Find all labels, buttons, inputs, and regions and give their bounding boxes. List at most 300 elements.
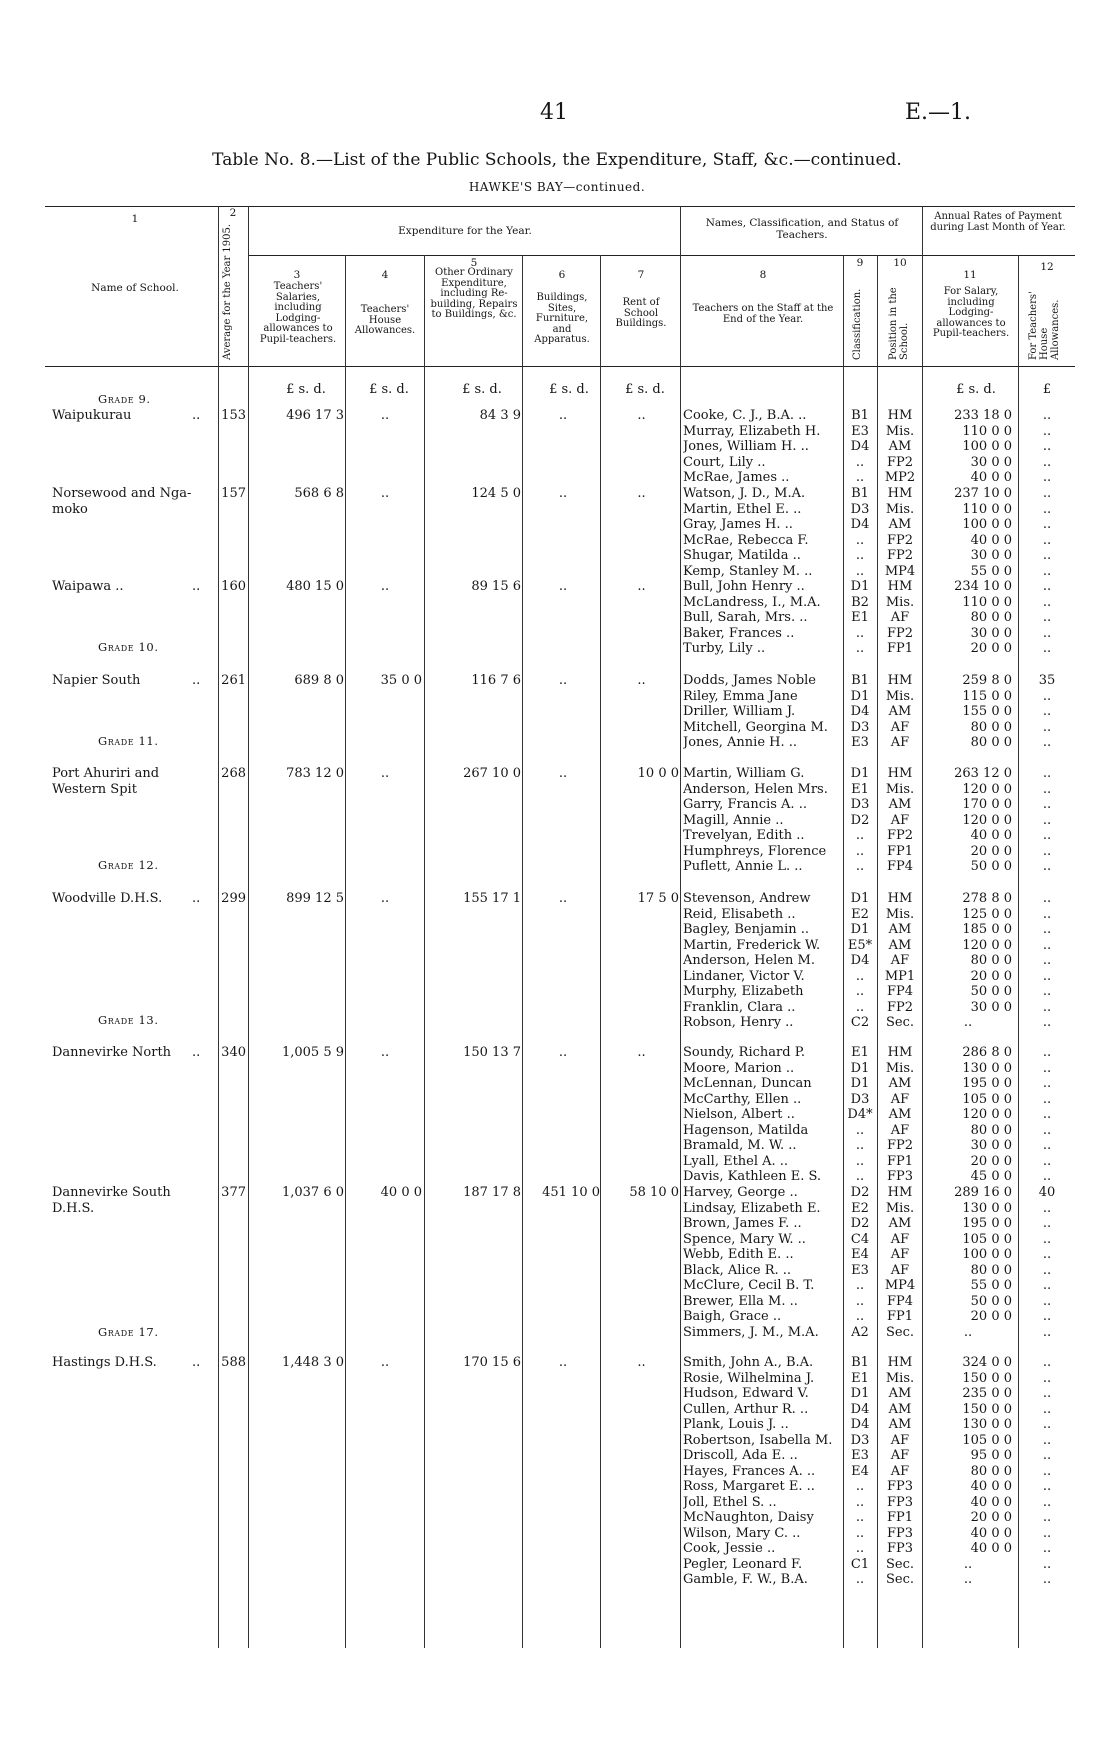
teacher-classification: .. [855,1510,865,1525]
teacher-name: McCarthy, Ellen .. [683,1091,802,1107]
teacher-house-rate: .. [1042,423,1052,439]
salaries-value: 783 12 0 [286,766,344,781]
teacher-name: Reid, Elisabeth .. [683,906,796,922]
house-allowance-value: .. [380,766,390,781]
teacher-house-rate: .. [1042,1169,1052,1184]
teacher-classification: E2 [851,906,869,922]
teacher-house-rate: .. [1042,486,1052,501]
col-num-4: 4 [381,269,389,281]
average-attendance: 340 [221,1045,246,1060]
teacher-salary-rate: 80 0 0 [970,1463,1012,1479]
teacher-classification: .. [855,859,865,874]
teacher-name: Robson, Henry .. [683,1015,794,1030]
teacher-classification: .. [855,843,865,859]
teacher-position: HM [887,766,913,781]
school-name: Woodville D.H.S. [52,891,163,906]
other-expenditure-value: 124 5 0 [471,486,521,501]
teacher-position: FP2 [886,1138,914,1153]
teacher-house-rate: .. [1042,937,1052,953]
teacher-name: McRae, James .. [683,470,790,485]
teacher-house-rate: .. [1042,1355,1052,1370]
teacher-position: HM [887,1185,913,1200]
teacher-position: HM [887,891,913,906]
teacher-house-rate: .. [1042,1572,1052,1587]
teacher-position: Mis. [885,1200,915,1216]
other-expenditure-value: 84 3 9 [479,408,521,423]
teacher-name: Pegler, Leonard F. [683,1556,803,1572]
teacher-salary-rate: 55 0 0 [970,563,1012,579]
teacher-name: Soundy, Richard P. [683,1045,805,1060]
teacher-position: AF [890,1247,910,1262]
teacher-position: FP1 [886,1153,914,1169]
teacher-position: FP2 [886,532,914,548]
teacher-house-rate: .. [1042,891,1052,906]
teacher-house-rate: .. [1042,1247,1052,1262]
teacher-classification: .. [855,1138,865,1153]
other-expenditure-value: 155 17 1 [463,891,521,906]
salaries-value: 899 12 5 [286,891,344,906]
teacher-classification: E5* [847,937,873,953]
teacher-name: Harvey, George .. [683,1185,798,1200]
teacher-name: Martin, Frederick W. [683,937,821,953]
teacher-name: McNaughton, Daisy [683,1510,814,1525]
teacher-classification: D4* [847,1107,873,1122]
teacher-salary-rate: 55 0 0 [970,1278,1012,1293]
header-top-rule [45,206,1075,207]
buildings-value: .. [558,1355,568,1370]
col-rule [248,206,249,1648]
teacher-classification: D4 [850,704,870,719]
teacher-position: MP1 [884,968,916,984]
teacher-salary-rate: 234 10 0 [954,579,1012,594]
teacher-name: Bull, John Henry .. [683,579,805,594]
teacher-name: Bull, Sarah, Mrs. .. [683,610,808,625]
house-allowance-value: .. [380,1355,390,1370]
teacher-classification: E3 [851,1448,869,1463]
grade-label: Grade 17. [98,1325,159,1339]
teacher-house-rate: .. [1042,610,1052,625]
teacher-name: Puflett, Annie L. .. [683,859,803,874]
grade-label: Grade 10. [98,640,159,654]
teacher-position: Sec. [885,1572,914,1587]
teacher-salary-rate: 45 0 0 [970,1169,1012,1184]
teacher-name: Hudson, Edward V. [683,1386,809,1401]
teacher-house-rate: .. [1042,1153,1052,1169]
teacher-house-rate: .. [1042,1401,1052,1417]
teacher-salary-rate: .. [963,1572,973,1587]
teacher-position: Mis. [885,688,915,704]
other-expenditure-value: 267 10 0 [463,766,521,781]
teacher-name: Baker, Frances .. [683,625,795,641]
rent-value: 17 5 0 [637,891,679,906]
teacher-name: Moore, Marion .. [683,1060,795,1076]
teacher-position: AF [890,1122,910,1138]
teacher-house-rate: .. [1042,1076,1052,1091]
col-num-6: 6 [558,269,566,281]
teacher-position: FP1 [886,1309,914,1324]
teacher-salary-rate: 105 0 0 [962,1091,1012,1107]
teacher-classification: C1 [850,1556,870,1572]
teacher-house-rate: .. [1042,1432,1052,1448]
teacher-name: Franklin, Clara .. [683,999,796,1015]
teacher-salary-rate: 50 0 0 [970,984,1012,999]
school-name-header: Name of School. [91,282,179,294]
average-attendance: 157 [221,486,246,501]
rent-value: .. [637,408,646,423]
teacher-position: AF [890,735,910,750]
teacher-salary-rate: 100 0 0 [962,439,1012,454]
teacher-classification: E4 [851,1247,869,1262]
teacher-house-rate: .. [1042,408,1052,423]
teacher-position: AF [890,812,910,828]
teacher-classification: .. [855,1293,865,1309]
teacher-salary-rate: 170 0 0 [962,797,1012,812]
buildings-value: .. [558,1045,568,1060]
teacher-salary-rate: 286 8 0 [962,1045,1012,1060]
buildings-value: .. [558,486,568,501]
teacher-salary-rate: 195 0 0 [962,1076,1012,1091]
teacher-house-rate: .. [1042,1045,1052,1060]
teacher-classification: D1 [850,688,870,704]
teacher-position: AM [888,797,912,812]
teacher-classification: D4 [850,1417,870,1432]
leader-dots: .. [192,891,201,906]
teacher-name: Bramald, M. W. .. [683,1138,797,1153]
teacher-salary-rate: 185 0 0 [962,922,1012,937]
teacher-house-rate: .. [1042,548,1052,563]
school-name: Norsewood and Nga- [52,486,192,501]
teacher-salary-rate: 233 18 0 [954,408,1012,423]
teacher-salary-rate: 40 0 0 [970,1494,1012,1510]
teacher-classification: .. [855,1169,865,1184]
teacher-name: Riley, Emma Jane [683,688,798,704]
teacher-position: AF [890,1262,910,1278]
teacher-house-rate: .. [1042,1091,1052,1107]
teacher-classification: A2 [851,1324,869,1340]
teacher-name: Spence, Mary W. .. [683,1231,806,1247]
staff-header: Names, Classification, and Status of Teachers. [705,217,899,241]
teacher-name: Brown, James F. .. [683,1216,802,1231]
teacher-salary-rate: .. [963,1015,973,1030]
house-allowance-value: 35 0 0 [380,673,422,688]
teacher-name: Driscoll, Ada E. .. [683,1448,798,1463]
teacher-name: Jones, Annie H. .. [683,735,798,750]
teacher-salary-rate: 40 0 0 [970,1479,1012,1494]
teacher-salary-rate: 40 0 0 [970,1541,1012,1556]
col-num-2: 2 [229,207,237,219]
teacher-classification: D2 [850,812,870,828]
other-expenditure-value: 89 15 6 [471,579,521,594]
teacher-name: Simmers, J. M., M.A. [683,1324,819,1340]
teacher-salary-rate: 105 0 0 [962,1432,1012,1448]
teacher-salary-rate: 50 0 0 [970,1293,1012,1309]
teacher-house-rate: .. [1042,1556,1052,1572]
teacher-name: Driller, William J. [683,704,796,719]
teacher-position: FP1 [886,843,914,859]
teacher-classification: .. [855,470,865,485]
teacher-name: Court, Lily .. [683,454,766,470]
teacher-name: Black, Alice R. .. [683,1262,792,1278]
teacher-classification: .. [855,984,865,999]
teacher-salary-rate: 237 10 0 [954,486,1012,501]
teacher-house-rate: .. [1042,1510,1052,1525]
teacher-salary-rate: 80 0 0 [970,735,1012,750]
salaries-value: 568 6 8 [294,486,344,501]
teacher-classification: D1 [850,1060,870,1076]
teacher-house-rate: .. [1042,704,1052,719]
buildings-value: .. [558,766,568,781]
teacher-classification: .. [855,828,865,843]
teacher-house-rate: .. [1042,1324,1052,1340]
school-name-cont: moko [52,501,88,517]
school-name: Dannevirke North [52,1045,172,1060]
col-num-3: 3 [293,269,301,281]
teacher-name: Joll, Ethel S. .. [683,1494,777,1510]
school-name: Waipawa .. [52,579,124,594]
teacher-name: Martin, Ethel E. .. [683,501,802,517]
teacher-position: AM [888,1107,912,1122]
teacher-position: AF [890,1231,910,1247]
teacher-classification: D1 [850,891,870,906]
teacher-salary-rate: 20 0 0 [970,843,1012,859]
teacher-classification: .. [855,1309,865,1324]
teacher-position: Mis. [885,501,915,517]
teacher-name: McLandress, I., M.A. [683,594,821,610]
teacher-salary-rate: 30 0 0 [970,625,1012,641]
teacher-position: FP2 [886,828,914,843]
teacher-salary-rate: 30 0 0 [970,454,1012,470]
house-allowance-value: .. [380,579,390,594]
teacher-position: Sec. [885,1556,914,1572]
teacher-classification: B1 [851,486,869,501]
teacher-house-rate: .. [1042,1541,1052,1556]
teacher-position: HM [887,579,913,594]
teacher-classification: D4 [850,1401,870,1417]
teacher-salary-rate: 110 0 0 [962,594,1012,610]
teacher-classification: .. [855,968,865,984]
teacher-position: HM [887,1355,913,1370]
teacher-name: Webb, Edith E. .. [683,1247,794,1262]
school-name-cont: Western Spit [52,781,137,797]
teacher-name: Ross, Margaret E. .. [683,1479,815,1494]
teacher-position: AM [888,922,912,937]
teacher-house-rate: 40 [1038,1185,1056,1200]
teacher-position: AF [890,1448,910,1463]
teacher-house-rate: .. [1042,1417,1052,1432]
teacher-salary-rate: 30 0 0 [970,1138,1012,1153]
teacher-salary-rate: 120 0 0 [962,812,1012,828]
teacher-house-rate: .. [1042,797,1052,812]
teacher-name: Dodds, James Noble [683,673,816,688]
salaries-value: 1,037 6 0 [281,1185,344,1200]
teacher-house-rate: .. [1042,470,1052,485]
teacher-house-rate: .. [1042,625,1052,641]
leader-dots: .. [192,1045,201,1060]
teacher-classification: .. [855,641,865,656]
col-rule [843,255,844,1648]
teacher-house-rate: .. [1042,439,1052,454]
rent-value: .. [637,486,646,501]
teacher-salary-rate: 100 0 0 [962,1247,1012,1262]
teacher-classification: B1 [851,673,869,688]
teacher-name: Lindaner, Victor V. [683,968,805,984]
leader-dots: .. [192,408,201,423]
teacher-salary-rate: 40 0 0 [970,1525,1012,1541]
school-name: Napier South [52,673,141,688]
teacher-house-rate: .. [1042,1370,1052,1386]
teacher-house-rate: .. [1042,766,1052,781]
leader-dots: .. [192,579,201,594]
expenditure-subrule [248,255,680,256]
rent-value: .. [637,579,646,594]
teacher-classification: D1 [850,579,870,594]
teacher-house-rate: .. [1042,688,1052,704]
teacher-name: Anderson, Helen M. [683,953,815,968]
teacher-salary-rate: 80 0 0 [970,1262,1012,1278]
teacher-salary-rate: 30 0 0 [970,548,1012,563]
teacher-classification: .. [855,1525,865,1541]
unit-buildings: £ s. d. [549,382,589,397]
teacher-classification: D3 [850,719,870,735]
rent-value: .. [637,1045,646,1060]
house-allowance-value: .. [380,891,390,906]
teacher-salary-rate: 115 0 0 [962,688,1012,704]
teacher-classification: B1 [851,408,869,423]
teacher-house-rate: .. [1042,1525,1052,1541]
col-rule [680,206,681,1648]
rent-value: 58 10 0 [629,1185,679,1200]
teacher-name: McLennan, Duncan [683,1076,812,1091]
teacher-position: AF [890,610,910,625]
grade-label: Grade 9. [98,392,151,406]
teacher-house-rate: .. [1042,454,1052,470]
teacher-classification: D3 [850,1091,870,1107]
teacher-salary-rate: 110 0 0 [962,423,1012,439]
teacher-name: Robertson, Isabella M. [683,1432,833,1448]
teacher-name: Davis, Kathleen E. S. [683,1169,822,1184]
teacher-position: FP3 [886,1479,914,1494]
teacher-salary-rate: 130 0 0 [962,1060,1012,1076]
teacher-position: HM [887,1045,913,1060]
teacher-position: AF [890,1432,910,1448]
teacher-house-rate: .. [1042,719,1052,735]
col-num-12: 12 [1040,261,1054,273]
teacher-name: Jones, William H. .. [683,439,809,454]
teacher-classification: .. [855,454,865,470]
house-allowance-value: .. [380,1045,390,1060]
teacher-salary-rate: 40 0 0 [970,532,1012,548]
teacher-position: FP3 [886,1169,914,1184]
average-attendance: 268 [221,766,246,781]
teacher-name: Stevenson, Andrew [683,891,811,906]
average-attendance: 153 [221,408,246,423]
teacher-classification: .. [855,563,865,579]
teacher-salary-rate: 125 0 0 [962,906,1012,922]
teacher-position: AM [888,937,912,953]
grade-label: Grade 11. [98,734,159,748]
teacher-name: Garry, Francis A. .. [683,797,807,812]
teacher-house-rate: .. [1042,1216,1052,1231]
teacher-classification: D1 [850,1076,870,1091]
teacher-salary-rate: 20 0 0 [970,1153,1012,1169]
teacher-name: Brewer, Ella M. .. [683,1293,798,1309]
teacher-name: Magill, Annie .. [683,812,784,828]
teacher-name: Cullen, Arthur R. .. [683,1401,809,1417]
teacher-house-rate: .. [1042,1015,1052,1030]
teacher-salary-rate: .. [963,1556,973,1572]
teacher-position: FP4 [886,859,914,874]
teacher-name: Smith, John A., B.A. [683,1355,814,1370]
teachers-header: Teachers on the Staff at the End of the Year. [692,303,834,325]
table-title: Table No. 8.—List of the Public Schools, the Expenditure, Staff, &c.—continued. [212,150,902,170]
teacher-house-rate: .. [1042,999,1052,1015]
teacher-position: AM [888,1417,912,1432]
teacher-position: FP3 [886,1525,914,1541]
header-bottom-rule [45,366,1075,367]
teacher-house-rate: .. [1042,1060,1052,1076]
teacher-name: Watson, J. D., M.A. [683,486,806,501]
teacher-classification: E1 [851,1370,869,1386]
teacher-name: Lyall, Ethel A. .. [683,1153,789,1169]
teacher-name: Kemp, Stanley M. .. [683,563,813,579]
classification-header: Classification. [852,288,863,360]
col-rule [424,255,425,1648]
col-rule [877,255,878,1648]
salaries-value: 496 17 3 [286,408,344,423]
teacher-name: Murray, Elizabeth H. [683,423,821,439]
teacher-classification: .. [855,1541,865,1556]
teacher-house-rate: .. [1042,1386,1052,1401]
expenditure-header: Expenditure for the Year. [398,225,532,237]
unit-house: £ s. d. [369,382,409,397]
teacher-salary-rate: 120 0 0 [962,937,1012,953]
teacher-house-rate: .. [1042,735,1052,750]
col-num-7: 7 [637,269,645,281]
teacher-house-rate: .. [1042,641,1052,656]
house-allowance-header: Teachers' House Allowances. [354,304,416,336]
teacher-position: MP4 [884,1278,916,1293]
other-expenditure-value: 116 7 6 [471,673,521,688]
teacher-classification: D2 [850,1185,870,1200]
teacher-position: MP2 [884,470,916,485]
school-name: Dannevirke South [52,1185,171,1200]
teacher-position: HM [887,486,913,501]
teacher-house-rate: .. [1042,532,1052,548]
teacher-classification: D3 [850,1432,870,1448]
col-num-9: 9 [856,257,864,269]
col-rule [345,255,346,1648]
teacher-salary-rate: 50 0 0 [970,859,1012,874]
teacher-classification: .. [855,532,865,548]
teacher-salary-rate: 105 0 0 [962,1231,1012,1247]
teacher-classification: B2 [851,594,869,610]
teacher-position: FP2 [886,454,914,470]
teacher-name: Cook, Jessie .. [683,1541,776,1556]
teacher-house-rate: .. [1042,1122,1052,1138]
grade-label: Grade 13. [98,1013,159,1027]
teacher-salary-rate: 120 0 0 [962,781,1012,797]
teacher-position: FP4 [886,1293,914,1309]
teacher-house-rate: .. [1042,1107,1052,1122]
teacher-name: Mitchell, Georgina M. [683,719,828,735]
teacher-name: Wilson, Mary C. .. [683,1525,801,1541]
teacher-salary-rate: 120 0 0 [962,1107,1012,1122]
teacher-classification: .. [855,1278,865,1293]
teacher-salary-rate: 80 0 0 [970,610,1012,625]
teacher-classification: .. [855,1122,865,1138]
teacher-position: FP3 [886,1541,914,1556]
teacher-house-rate: .. [1042,984,1052,999]
